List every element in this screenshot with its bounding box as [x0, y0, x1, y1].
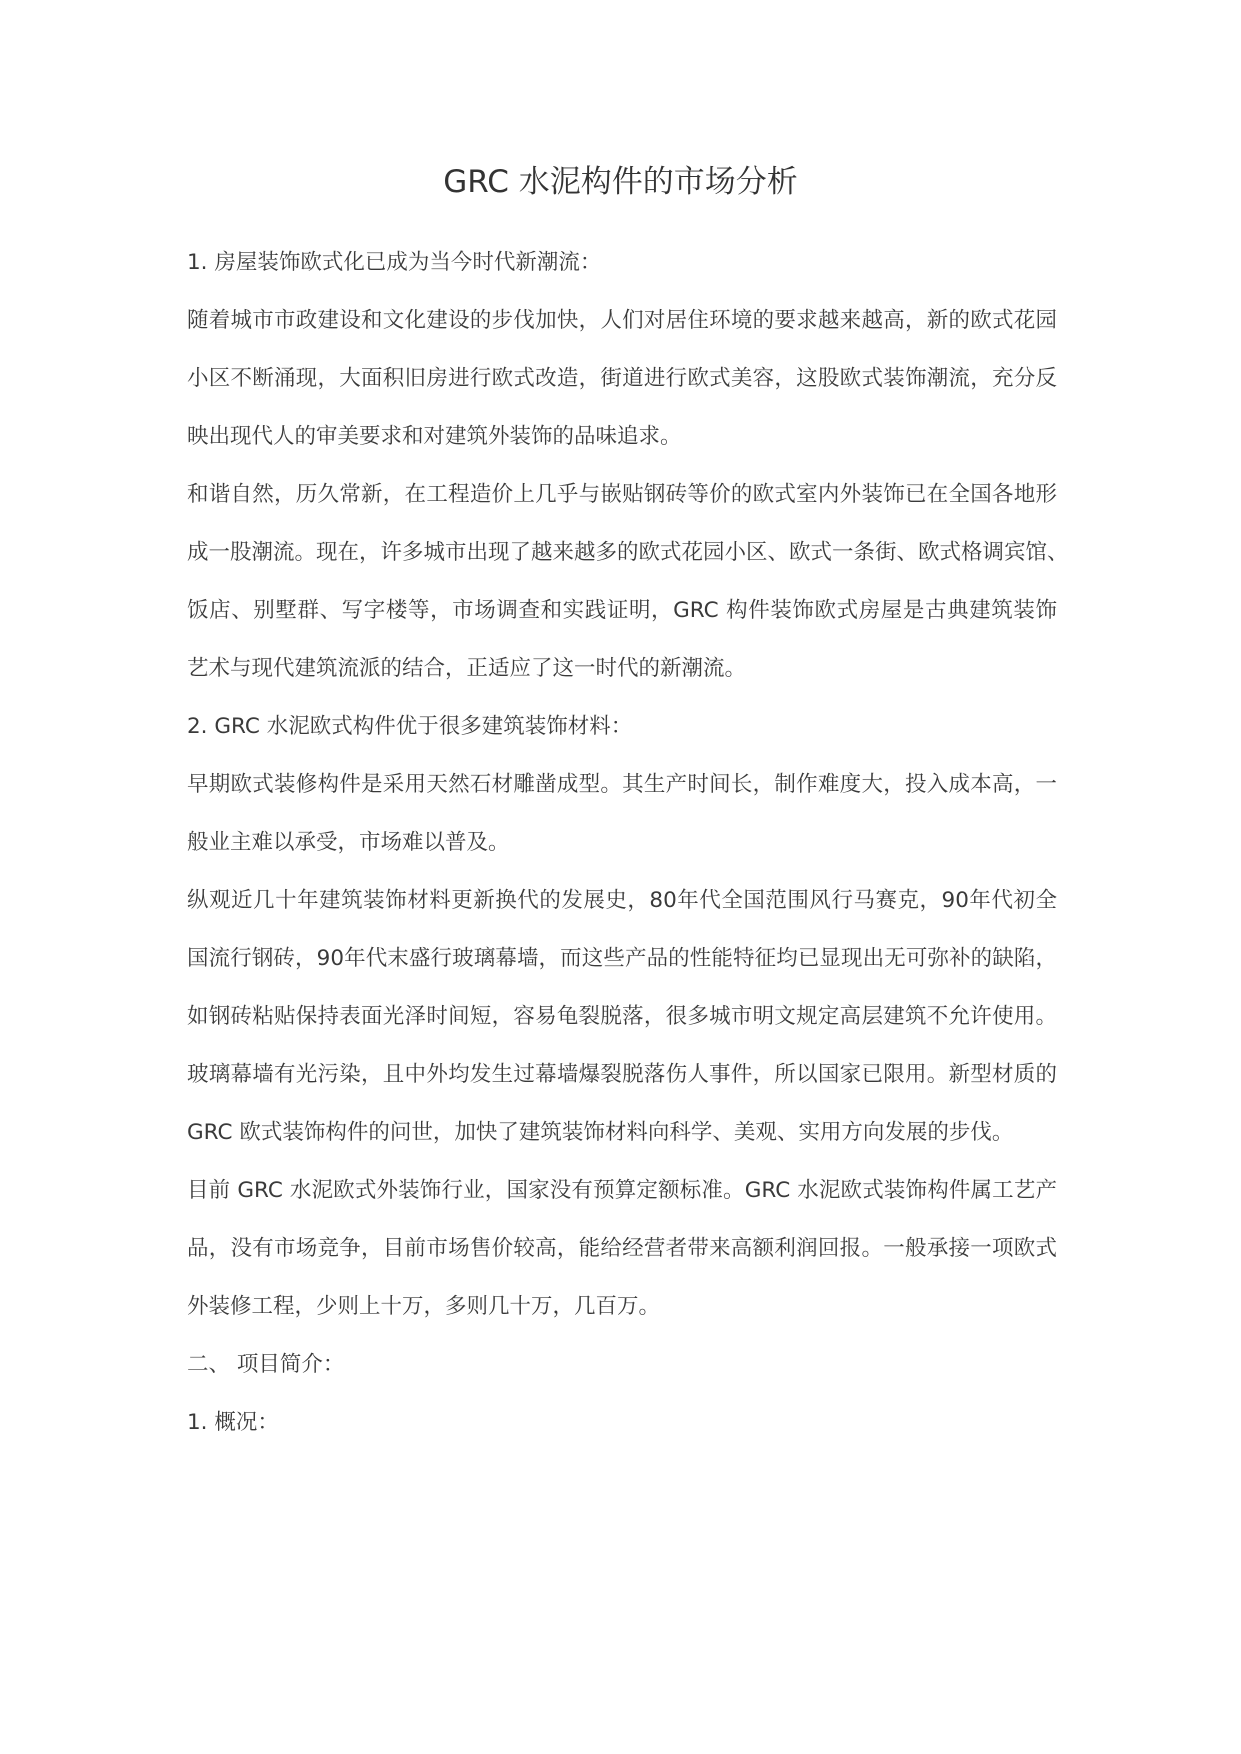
paragraph-line: GRC 欧式装饰构件的问世，加快了建筑装饰材料向科学、美观、实用方向发展的步伐。 [187, 1120, 1014, 1145]
section-heading-1: 1. 房屋装饰欧式化已成为当今时代新潮流： [187, 250, 602, 275]
paragraph-line: 品，没有市场竞争，目前市场售价较高，能给经营者带来高额利润回报。一般承接一项欧式 [187, 1236, 1057, 1261]
paragraph-line: 早期欧式装修构件是采用天然石材雕凿成型。其生产时间长，制作难度大，投入成本高，一 [187, 772, 1057, 797]
paragraph-line: 映出现代人的审美要求和对建筑外装饰的品味追求。 [187, 424, 682, 449]
paragraph-line: 般业主难以承受，市场难以普及。 [187, 830, 510, 855]
paragraph-line: 小区不断涌现，大面积旧房进行欧式改造，街道进行欧式美容，这股欧式装饰潮流，充分反 [187, 366, 1057, 391]
paragraph-line: 随着城市市政建设和文化建设的步伐加快，人们对居住环境的要求越来越高，新的欧式花园 [187, 308, 1057, 333]
section-heading-overview: 1. 概况： [187, 1410, 279, 1435]
section-heading-project-intro: 二、 项目简介： [187, 1352, 345, 1377]
paragraph-line: 纵观近几十年建筑装饰材料更新换代的发展史，80年代全国范围风行马赛克，90年代初全 [187, 888, 1057, 913]
paragraph-line: 如钢砖粘贴保持表面光泽时间短，容易龟裂脱落，很多城市明文规定高层建筑不允许使用。 [187, 1004, 1057, 1029]
paragraph-line: 艺术与现代建筑流派的结合，正适应了这一时代的新潮流。 [187, 656, 747, 681]
paragraph-line: 外装修工程，少则上十万，多则几十万，几百万。 [187, 1294, 661, 1319]
paragraph-line: 目前 GRC 水泥欧式外装饰行业，国家没有预算定额标准。GRC 水泥欧式装饰构件属工艺产 [187, 1178, 1057, 1203]
paragraph-line: 饭店、别墅群、写字楼等，市场调查和实践证明，GRC 构件装饰欧式房屋是古典建筑装饰 [187, 598, 1057, 623]
paragraph-line: 玻璃幕墙有光污染，且中外均发生过幕墙爆裂脱落伤人事件，所以国家已限用。新型材质的 [187, 1062, 1057, 1087]
section-heading-2: 2. GRC 水泥欧式构件优于很多建筑装饰材料： [187, 714, 633, 739]
paragraph-line: 成一股潮流。现在，许多城市出现了越来越多的欧式花园小区、欧式一条街、欧式格调宾馆、 [187, 540, 1069, 565]
document-title: GRC 水泥构件的市场分析 [443, 164, 798, 200]
paragraph-line: 和谐自然，历久常新，在工程造价上几乎与嵌贴钢砖等价的欧式室内外装饰已在全国各地形 [187, 482, 1057, 507]
paragraph-line: 国流行钢砖，90年代末盛行玻璃幕墙，而这些产品的性能特征均已显现出无可弥补的缺陷， [187, 946, 1057, 971]
